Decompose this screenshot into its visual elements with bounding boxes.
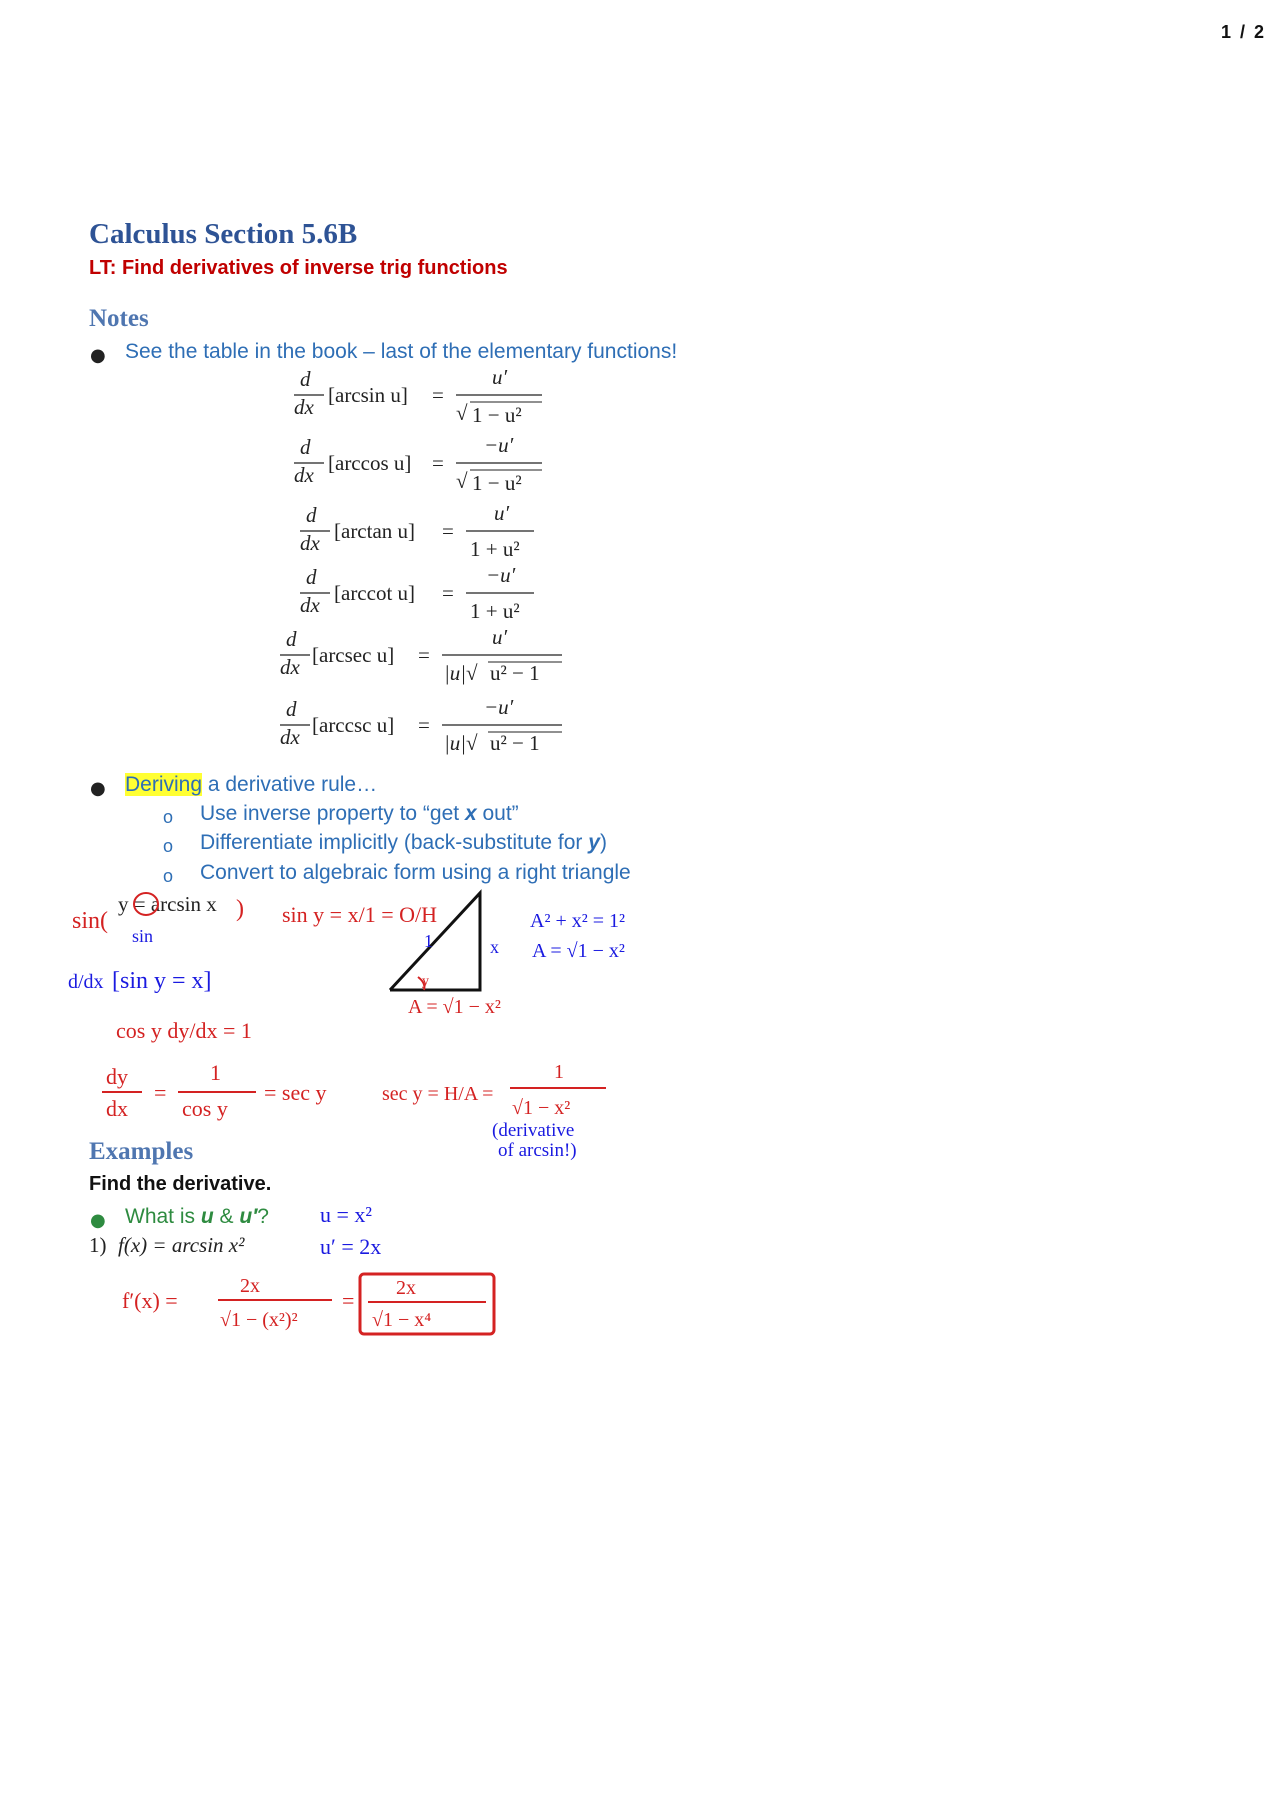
bullet-table-note: See the table in the book – last of the elementary functions! xyxy=(125,340,678,363)
derivative-formula-table xyxy=(260,362,580,762)
prompt-uprime: u′ xyxy=(239,1205,258,1228)
arccos-lhs: [arccos u] xyxy=(328,451,412,475)
ink-sec-ratio: sec y = H/A = xyxy=(382,1083,494,1105)
tri-base-label: A = √1 − x² xyxy=(408,996,501,1018)
ink-sin-below: sin xyxy=(132,926,154,946)
arcsec-numerator: u′ xyxy=(492,625,508,649)
deriving-rest: a derivative rule… xyxy=(202,773,378,796)
equals: = xyxy=(442,519,454,543)
arccos-denominator: 1 − u² xyxy=(472,471,522,495)
sub-step-2 xyxy=(200,831,607,855)
ink-sec-den: √1 − x² xyxy=(512,1097,571,1119)
d-numerator: d xyxy=(306,565,317,589)
ink-siny-ratio: sin y = x/1 = O/H xyxy=(282,902,437,927)
sub1-text-end: out” xyxy=(476,802,519,825)
ink-sin: sin( xyxy=(72,908,108,934)
deriving-highlight: Deriving xyxy=(125,773,203,796)
arctan-numerator: u′ xyxy=(494,501,510,525)
sub-step-3: Convert to algebraic form using a right triangle xyxy=(200,861,631,884)
find-derivative-instruction: Find the derivative. xyxy=(89,1173,272,1195)
dx-denominator: dx xyxy=(300,531,320,555)
ink-u-eq: u = x² xyxy=(320,1202,373,1227)
equals: = xyxy=(418,713,430,737)
equals: = xyxy=(418,643,430,667)
right-triangle-sketch xyxy=(380,885,660,1025)
d-numerator: d xyxy=(306,503,317,527)
bullet-dot: ● xyxy=(90,345,106,366)
sub2-text: Differentiate implicitly (back-substitute for xyxy=(200,831,589,854)
ink-deriv-note-1: (derivative xyxy=(492,1120,575,1141)
ink-bracket-eq: [sin y = x] xyxy=(112,968,212,994)
sub1-text: Use inverse property to “get xyxy=(200,802,465,825)
arccsc-lhs: [arccsc u] xyxy=(312,713,395,737)
arctan-lhs: [arctan u] xyxy=(334,519,416,543)
page-number: 1 / 2 xyxy=(1220,22,1266,42)
example-1-work xyxy=(110,1190,510,1340)
d-numerator: d xyxy=(300,367,311,391)
ink-equals: = xyxy=(154,1080,167,1105)
ink-dy: dy xyxy=(106,1064,128,1089)
ink-eq-sec: = sec y xyxy=(264,1080,327,1105)
ink-cos-eq: cos y dy/dx = 1 xyxy=(116,1018,252,1043)
notes-heading: Notes xyxy=(89,305,149,332)
arccot-lhs: [arccot u] xyxy=(334,581,416,605)
sub-bullet-circle: o xyxy=(163,807,174,827)
prompt-amp: & xyxy=(213,1205,240,1228)
arccsc-den-radicand: u² − 1 xyxy=(490,731,540,755)
sqrt-sign: √ xyxy=(456,469,468,493)
pythag-solved: A = √1 − x² xyxy=(532,940,625,962)
dx-denominator: dx xyxy=(280,655,300,679)
dx-denominator: dx xyxy=(294,463,314,487)
prompt-u: u xyxy=(200,1205,214,1228)
equals: = xyxy=(432,451,444,475)
sub2-text-end: ) xyxy=(599,831,607,854)
ink-d-dx: d/dx xyxy=(68,971,104,993)
d-numerator: d xyxy=(286,627,297,651)
arcsec-den-radicand: u² − 1 xyxy=(490,661,540,685)
ink-den-step: √1 − (x²)² xyxy=(220,1309,298,1331)
dx-denominator: dx xyxy=(300,593,320,617)
arcsin-lhs: [arcsin u] xyxy=(328,383,408,407)
arccot-denominator: 1 + u² xyxy=(470,599,520,623)
ink-sec-one: 1 xyxy=(554,1061,564,1083)
equals: = xyxy=(442,581,454,605)
sub1-x: x xyxy=(464,802,477,825)
ink-equals: = xyxy=(342,1288,355,1313)
tri-hyp-label: 1 xyxy=(424,931,433,951)
equals: = xyxy=(432,383,444,407)
bullet-deriving xyxy=(125,773,377,797)
arcsec-lhs: [arcsec u] xyxy=(312,643,395,667)
ink-dx: dx xyxy=(106,1096,128,1121)
sub-bullet-circle: o xyxy=(163,866,174,886)
bullet-dot: ● xyxy=(90,778,106,799)
ink-close-paren: ) xyxy=(236,896,244,922)
dx-denominator: dx xyxy=(294,395,314,419)
ink-one: 1 xyxy=(210,1060,221,1085)
d-numerator: d xyxy=(300,435,311,459)
arccsc-den-abs: |u|√ xyxy=(444,731,478,755)
arccot-numerator: −u′ xyxy=(486,563,516,587)
prompt-q: ? xyxy=(257,1205,269,1228)
examples-heading: Examples xyxy=(89,1138,194,1165)
pythag-equation: A² + x² = 1² xyxy=(530,910,625,932)
prompt-text: What is xyxy=(125,1205,201,1228)
typed-arcsin-equation: y = arcsin x xyxy=(118,892,217,916)
arcsec-den-abs: |u|√ xyxy=(444,661,478,685)
arcsin-numerator: u′ xyxy=(492,365,508,389)
d-numerator: d xyxy=(286,697,297,721)
sub2-y: y xyxy=(588,831,600,854)
arctan-denominator: 1 + u² xyxy=(470,537,520,561)
sub-bullet-circle: o xyxy=(163,836,174,856)
sqrt-sign: √ xyxy=(456,401,468,425)
ink-final-den: √1 − x⁴ xyxy=(372,1309,432,1331)
example-1-expression: f(x) = arcsin x² xyxy=(118,1233,245,1257)
page-title: Calculus Section 5.6B xyxy=(89,218,358,250)
ink-fprime: f′(x) = xyxy=(122,1288,178,1313)
arcsin-denominator: 1 − u² xyxy=(472,403,522,427)
sub-step-1 xyxy=(200,802,519,826)
learning-target: LT: Find derivatives of inverse trig functions xyxy=(89,257,508,279)
ink-final-num: 2x xyxy=(396,1277,416,1299)
ink-uprime-eq: u′ = 2x xyxy=(320,1234,382,1259)
tri-y-angle: y xyxy=(422,974,429,989)
arccos-numerator: −u′ xyxy=(484,433,514,457)
bullet-dot: ● xyxy=(90,1210,106,1231)
dx-denominator: dx xyxy=(280,725,300,749)
ink-deriv-note-2: of arcsin!) xyxy=(498,1140,577,1161)
arccsc-numerator: −u′ xyxy=(484,695,514,719)
example-1-label: 1) xyxy=(89,1233,107,1257)
ink-cos-y: cos y xyxy=(182,1096,228,1121)
tri-x-label: x xyxy=(490,937,499,957)
ink-num-2x: 2x xyxy=(240,1275,260,1297)
